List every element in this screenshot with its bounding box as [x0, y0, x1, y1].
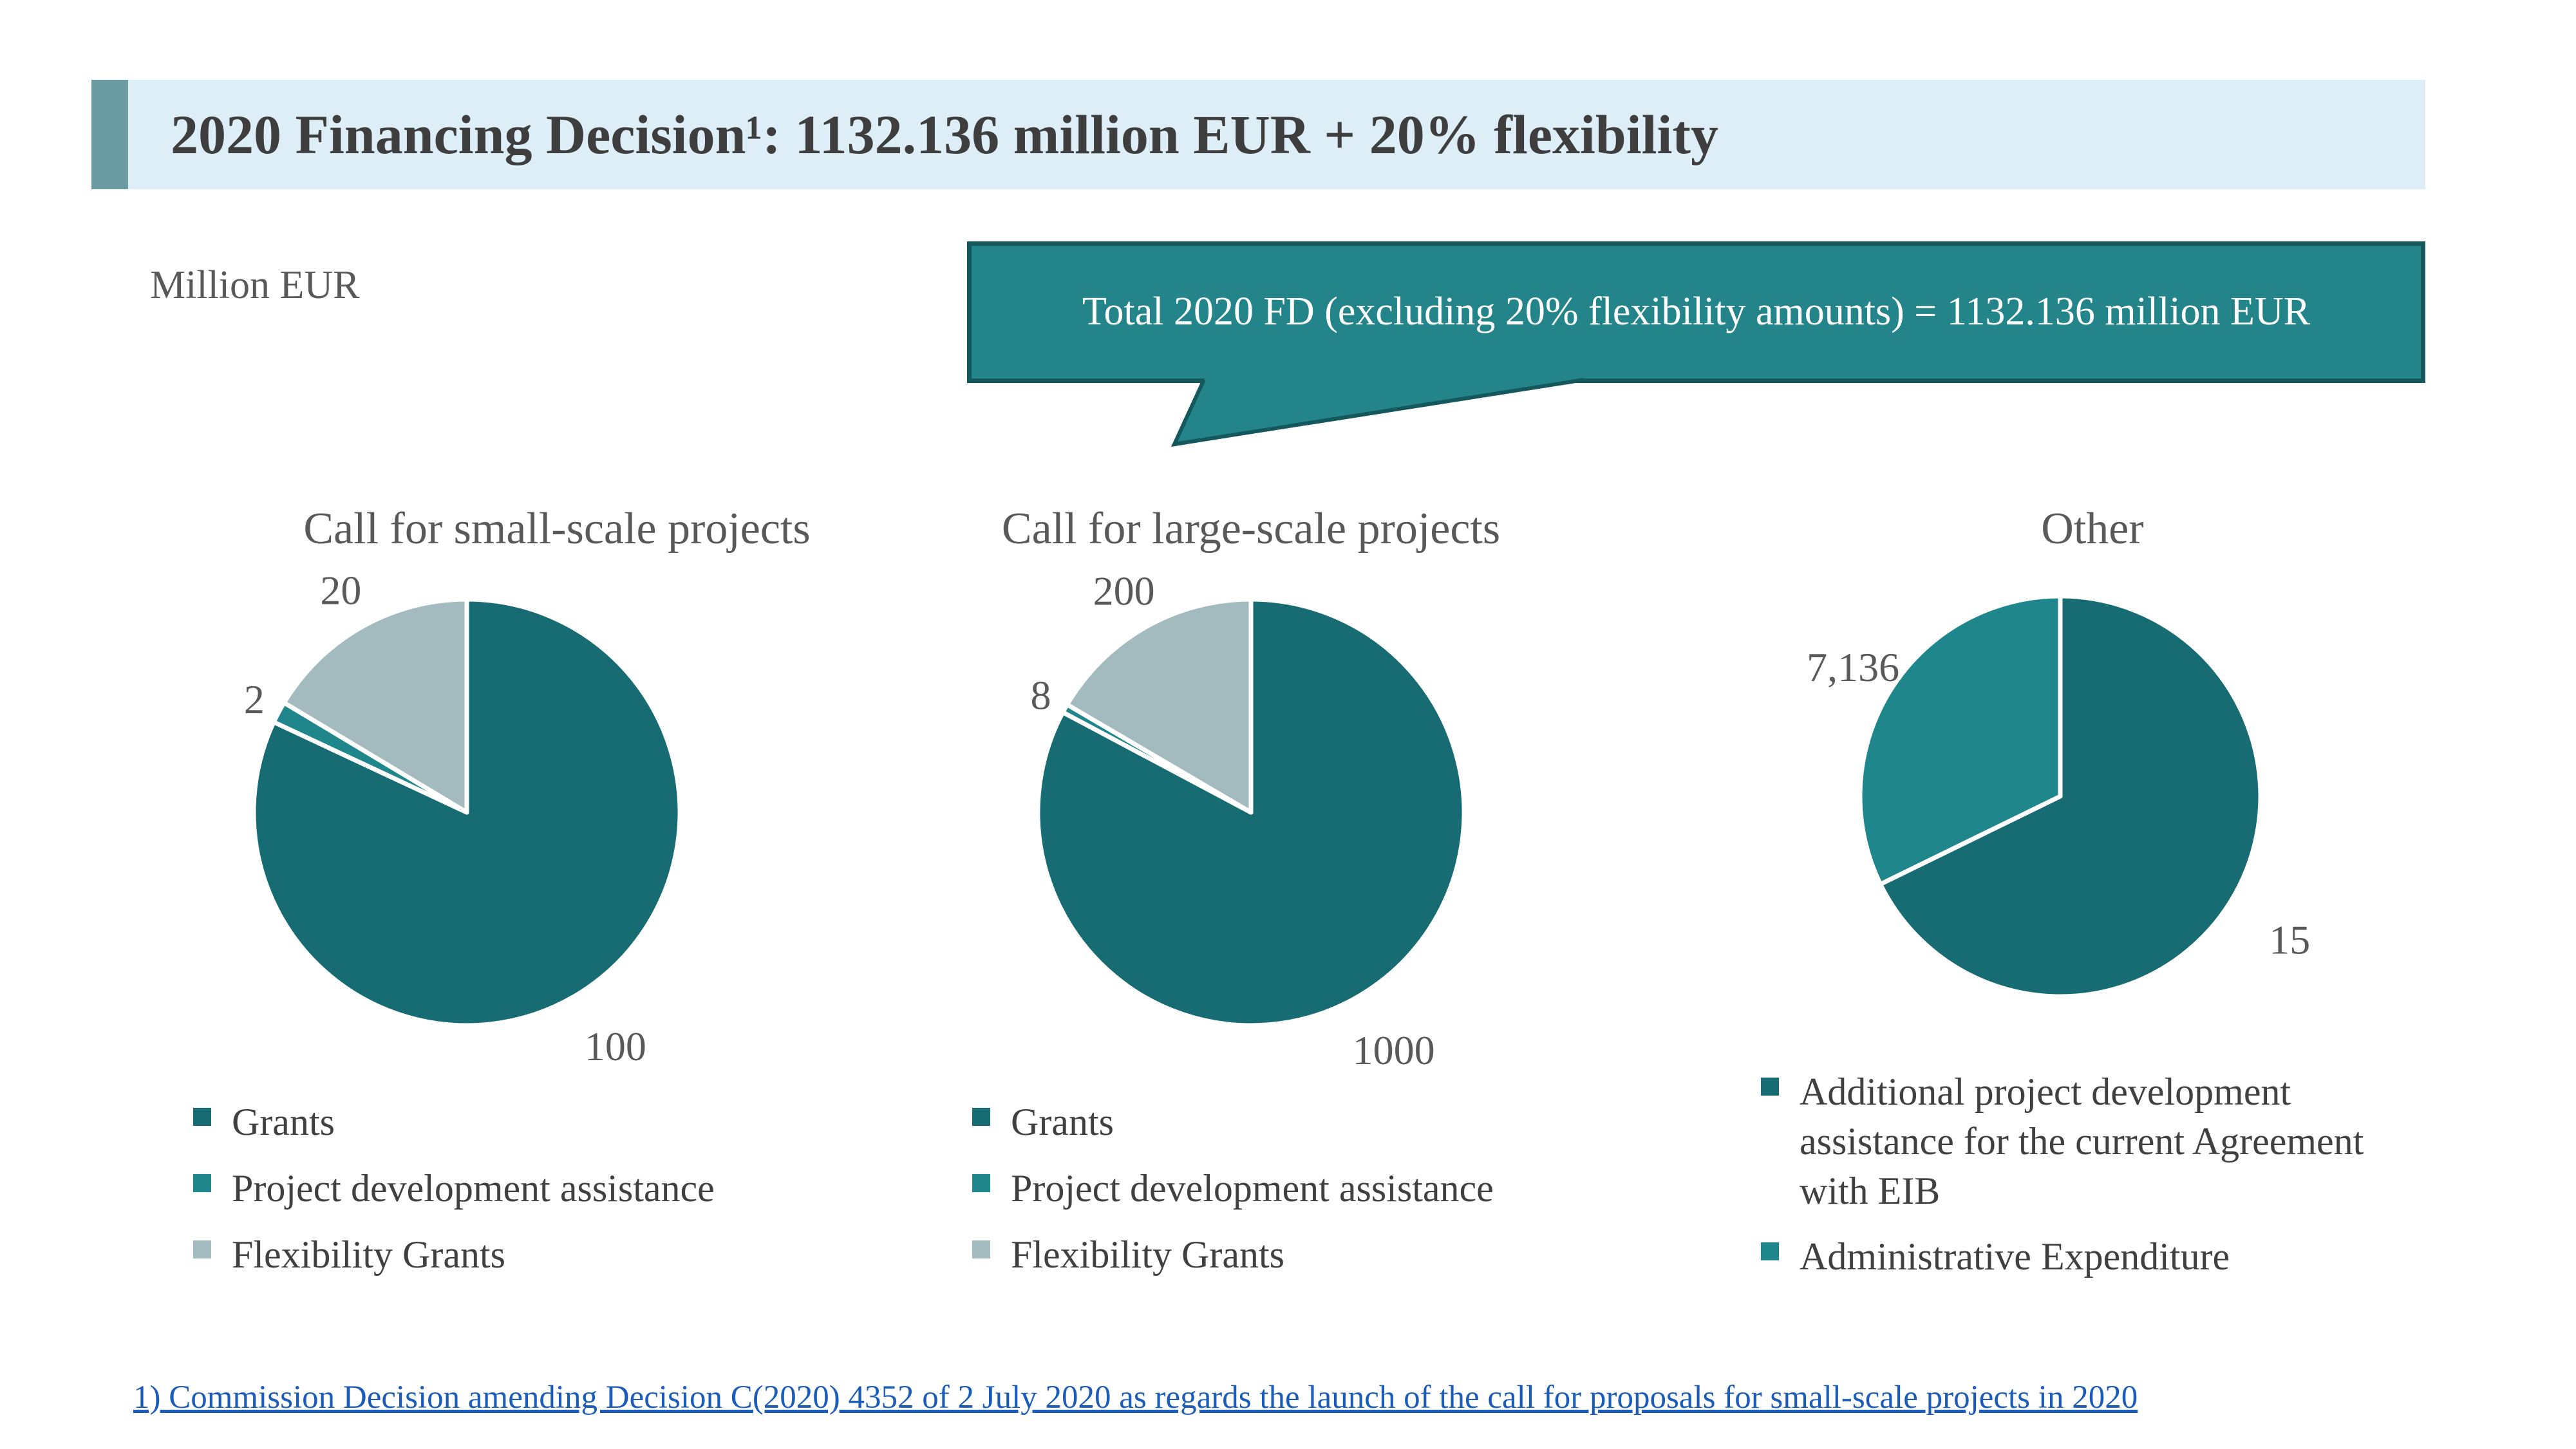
unit-label: Million EUR: [150, 263, 360, 307]
legend-marker-administrative-expenditure: [1761, 1242, 1779, 1260]
legend-label-grants: Grants: [1011, 1101, 1114, 1143]
legend-label-flexibility-grants: Flexibility Grants: [1011, 1233, 1284, 1276]
legend-row: [1761, 1067, 2430, 1215]
legend-label-grants: Grants: [232, 1101, 335, 1143]
pie2-value-label-3: 200: [1093, 568, 1155, 614]
legend-label-project-development-assistance: Project development assistance: [1011, 1166, 1494, 1210]
pie3-value-label-2: 7,136: [1807, 644, 1900, 691]
pie1-value-label-3: 20: [320, 567, 362, 613]
pie2-value-label-2: 8: [1030, 672, 1051, 718]
legend-row: [193, 1098, 966, 1147]
legend-label-project-development-assistance: Project development assistance: [232, 1166, 715, 1210]
legend-marker-flexibility-grants: [972, 1240, 990, 1258]
pie3-title: Other: [2041, 504, 2144, 554]
legend-row: [193, 1230, 966, 1280]
legend-row: [1761, 1232, 2430, 1282]
legend-marker-project-development-assistance: [193, 1174, 211, 1192]
pie1-value-label-1: 100: [584, 1024, 646, 1070]
legend-marker-additional-pda-eib: [1761, 1078, 1779, 1096]
legend-marker-grants: [972, 1108, 990, 1126]
legend-marker-project-development-assistance: [972, 1174, 990, 1192]
legend-large-scale: [972, 1098, 1745, 1279]
footnote-link[interactable]: 1) Commission Decision amending Decision C(2020) 4352 of 2 July 2020 as regards the launch of the call for proposals for small-scale projects in 2020: [133, 1379, 2138, 1416]
callout-text: Total 2020 FD (excluding 20% flexibility amounts) = 1132.136 million EUR: [1082, 290, 2311, 334]
pie1-title: Call for small-scale projects: [303, 504, 811, 554]
legend-row: [972, 1098, 1745, 1147]
pie2-value-label-1: 1000: [1352, 1027, 1435, 1073]
legend-label-additional-pda-eib: Additional project development assistance for the current Agreement with EIB: [1800, 1070, 2364, 1212]
legend-marker-flexibility-grants: [193, 1240, 211, 1258]
legend-marker-grants: [193, 1108, 211, 1126]
slide-title: 2020 Financing Decision¹: 1132.136 million EUR + 20% flexibility: [171, 104, 1719, 165]
pie3-value-label-1: 15: [2269, 917, 2311, 963]
legend-row: [972, 1164, 1745, 1213]
legend-row: [193, 1164, 966, 1213]
pie1-value-label-2: 2: [243, 677, 265, 723]
legend-label-flexibility-grants: Flexibility Grants: [232, 1233, 505, 1276]
pie2-title: Call for large-scale projects: [1001, 504, 1501, 554]
legend-row: [972, 1230, 1745, 1280]
legend-other: [1761, 1067, 2430, 1282]
legend-small-scale: [193, 1098, 966, 1279]
legend-label-administrative-expenditure: Administrative Expenditure: [1800, 1235, 2230, 1278]
